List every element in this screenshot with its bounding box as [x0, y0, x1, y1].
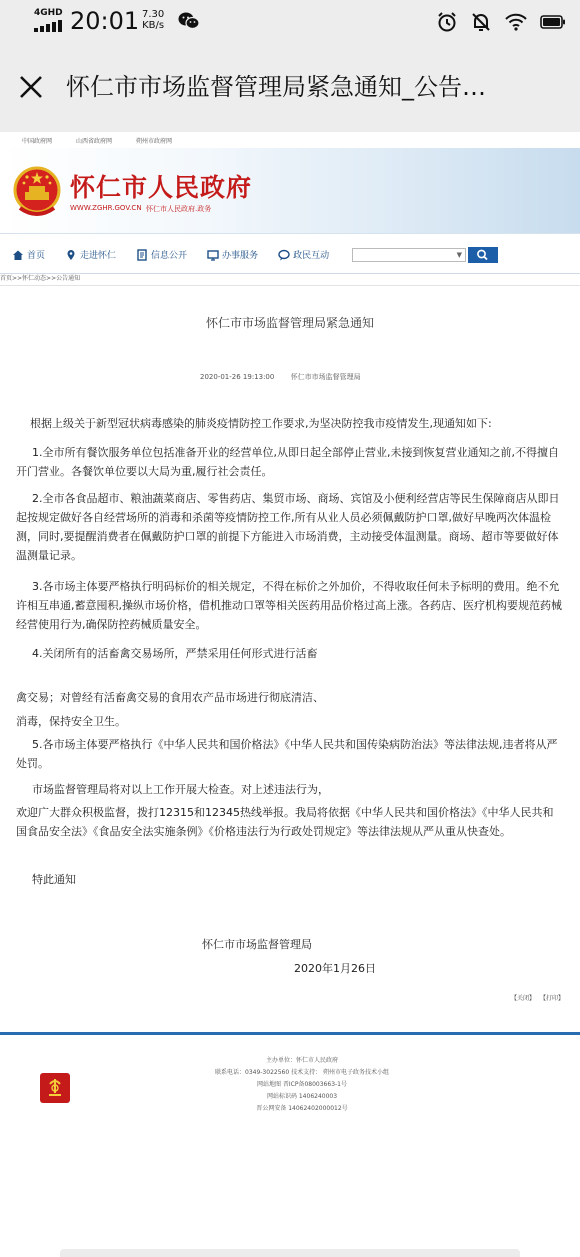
- location-icon: [65, 249, 77, 261]
- footer-info: [172, 1055, 432, 1115]
- status-bar: [0, 0, 580, 44]
- nav-label: 走进怀仁: [80, 251, 117, 261]
- nav-label: 信息公开: [151, 251, 188, 261]
- browser-title-bar: [0, 44, 580, 132]
- article-paragraph-2: 2.全市各食品超市、粮油蔬菜商店、零售药店、集贸市场、商场、宾馆及小便利经营店等民生保障商店从即日起按规定做好各自经营场所的消毒和杀菌等疫情防控工作,所有从业人员必须佩戴防护口罩,做好早晚两次体温检测，同时,要提醒消费者在佩戴防护口罩的前提下方能进入市场消费，主动接受体温测量。商场、超市等要做好体温测量记录。: [16, 492, 560, 562]
- battery-icon: [540, 15, 566, 29]
- monitor-icon: [207, 249, 219, 261]
- article-paragraph-6: 市场监督管理局将对以上工作开展大检查。对上述违法行为，: [32, 783, 329, 796]
- footer-site-id: 网站标识码 1406240003: [266, 1093, 338, 1100]
- article-tools: [508, 993, 564, 1002]
- wifi-icon: [504, 12, 528, 32]
- nav-label: 政民互动: [293, 251, 330, 261]
- site-nav: [0, 236, 580, 274]
- signal-icon: [34, 20, 64, 32]
- alarm-icon: [436, 11, 458, 33]
- home-icon: [12, 249, 24, 261]
- speed-value: 7.30: [142, 9, 165, 20]
- article-paragraph-1: 1.全市所有餐饮服务单位包括准备开业的经营单位,从即日起全部停止营业,未接到恢复营业通知之前,不得擅自开门营业。各餐饮单位要以大局为重,履行社会责任。: [16, 446, 559, 478]
- nav-label: 办事服务: [222, 251, 259, 261]
- chat-icon: [278, 249, 290, 261]
- speed-unit: KB/s: [142, 20, 165, 31]
- article-paragraph-7: 欢迎广大群众积极监督，拨打12315和12345热线举报。我局将依据《中华人民共和国价格法》《中华人民共和国食品安全法》《食品安全法实施条例》《价格违法行为行政处罚规定》等法律法规从严从重从快查处。: [16, 806, 554, 838]
- status-icons: [436, 10, 566, 34]
- nav-item-home[interactable]: [12, 248, 45, 261]
- nav-item-services[interactable]: [207, 248, 258, 261]
- site-slogan: 怀仁市人民政府.政务: [146, 205, 212, 213]
- print-link[interactable]: 【打印】: [539, 995, 564, 1002]
- top-link-central-gov[interactable]: 中国政府网: [22, 137, 53, 145]
- network-speed: [142, 9, 164, 31]
- article-paragraph-4c: 消毒，保持安全卫生。: [16, 715, 126, 728]
- article-meta: [200, 372, 361, 382]
- nav-item-interaction[interactable]: [278, 248, 329, 261]
- nav-item-info[interactable]: [136, 248, 187, 261]
- page-title: 怀仁市市场监督管理局紧急通知_公告…: [66, 73, 486, 101]
- article-title: 怀仁市市场监督管理局紧急通知: [205, 316, 374, 330]
- article-paragraph-4: 4.关闭所有的活畜禽交易场所，严禁采用任何形式进行活畜: [32, 647, 318, 660]
- article-paragraph-3: 3.各市场主体要严格执行明码标价的相关规定，不得在标价之外加价，不得收取任何未予标明的费用。绝不允许相互串通,蓄意囤积,操纵市场价格，借机推动口罩等相关医药用品价格过高上涨。各药店、医疗机构要规范药械经营使用行为,确保防控药械质量安全。: [16, 580, 562, 631]
- site-search-input[interactable]: [352, 248, 466, 262]
- signature-org: 怀仁市市场监督管理局: [202, 938, 312, 951]
- bottom-sheet-edge: [60, 1249, 520, 1257]
- article-paragraph-4b: 禽交易；对曾经有活畜禽交易的食用农产品市场进行彻底清洁、: [16, 691, 324, 704]
- wechat-icon: [178, 11, 200, 31]
- top-link-shuozhou-gov[interactable]: 朔州市政府网: [136, 137, 173, 145]
- top-links: [0, 132, 580, 148]
- site-footer: [0, 1032, 580, 1120]
- article-paragraph-5: 5.各市场主体要严格执行《中华人民共和国价格法》《中华人民共和国传染病防治法》等法律法规,违者将从严处罚。: [16, 738, 558, 770]
- nav-label: 首页: [27, 251, 46, 261]
- national-emblem-icon: [10, 164, 64, 220]
- document-icon: [136, 249, 148, 261]
- clock: 20:01: [70, 7, 140, 35]
- party-gov-badge-icon: [40, 1073, 70, 1103]
- footer-police-record: 晋公网安备 14062402000012号: [256, 1105, 348, 1112]
- footer-icp[interactable]: 网站地图 晋ICP备08003663-1号: [256, 1081, 347, 1088]
- article-closing: 特此通知: [32, 873, 76, 886]
- article-intro: 根据上级关于新型冠状病毒感染的肺炎疫情防控工作要求,为坚决防控我市疫情发生,现通知如下:: [30, 417, 492, 430]
- chevron-down-icon: ▼: [456, 251, 462, 259]
- site-search-button[interactable]: [468, 247, 498, 263]
- footer-host: 主办单位：怀仁市人民政府: [265, 1057, 338, 1064]
- signature-date: 2020年1月26日: [294, 962, 376, 975]
- close-icon[interactable]: [16, 72, 46, 102]
- article-date: 2020-01-26 19:13:00: [200, 373, 275, 381]
- article-source: 怀仁市市场监督管理局: [290, 373, 361, 381]
- site-name: 怀仁市人民政府: [70, 173, 253, 202]
- nav-item-about[interactable]: [65, 248, 116, 261]
- footer-contact: 联系电话：0349-3022560 技术支持： 朔州市电子政务技术小组: [215, 1069, 389, 1076]
- network-type: 4GHD: [34, 8, 63, 18]
- breadcrumb: 首页>>怀仁动态>>公告通知: [0, 274, 580, 286]
- top-link-shanxi-gov[interactable]: 山西省政府网: [76, 137, 113, 145]
- mute-bell-icon: [470, 11, 492, 33]
- site-url: WWW.ZGHR.GOV.CN: [70, 204, 142, 212]
- site-banner: [0, 148, 580, 234]
- close-page-link[interactable]: 【关闭】: [511, 995, 536, 1002]
- search-icon: [468, 247, 498, 263]
